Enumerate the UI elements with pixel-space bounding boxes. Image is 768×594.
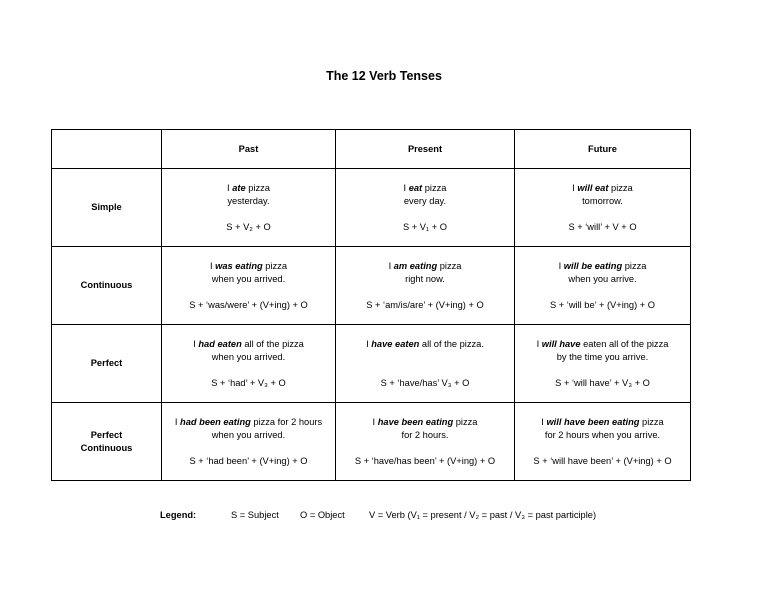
verb-phrase: am eating — [393, 260, 438, 271]
row-label-simple: Simple — [52, 169, 162, 247]
example-line-1: I will be eating pizza — [558, 260, 647, 271]
cell-continuous-future — [515, 247, 691, 325]
formula: S + ‘had’ + V₃ + O — [211, 377, 286, 388]
cell-perfect-continuous-past — [162, 403, 336, 481]
example-line-1: I eat pizza — [403, 182, 447, 193]
formula: S + ‘was/were’ + (V+ing) + O — [189, 299, 308, 310]
verb-phrase: will eat — [577, 182, 609, 193]
cell-continuous-present — [336, 247, 515, 325]
table-header-row — [52, 130, 691, 169]
verb-phrase: have eaten — [371, 338, 420, 349]
header-cell-present: Present — [336, 130, 515, 169]
example-line-1: I have been eating pizza — [372, 416, 478, 427]
example-line-1: I will eat pizza — [572, 182, 633, 193]
legend-subject: S = Subject — [231, 510, 279, 520]
example-line-1: I was eating pizza — [209, 260, 287, 271]
page-title: The 12 Verb Tenses — [326, 69, 442, 83]
formula: S + V₂ + O — [226, 221, 271, 232]
formula: S + ‘have/has been’ + (V+ing) + O — [354, 455, 496, 466]
verb-phrase: have been eating — [377, 416, 454, 427]
verb-tenses-table — [51, 129, 691, 481]
example-line-2: for 2 hours. — [401, 429, 449, 440]
example-line-1: I have eaten all of the pizza. — [366, 338, 484, 349]
cell-simple-present — [336, 169, 515, 247]
example-line-1: I will have eaten all of the pizza — [536, 338, 669, 349]
example-line-2: when you arrived. — [211, 351, 286, 362]
legend-object: O = Object — [300, 510, 345, 520]
example-line-2: by the time you arrive. — [556, 351, 649, 362]
example-line-2 — [340, 351, 510, 364]
legend-verb: V = Verb (V₁ = present / V₂ = past / V₃ = past participle) — [369, 510, 597, 520]
verb-phrase: had been eating — [180, 416, 251, 427]
table-row-perfect — [52, 325, 691, 403]
cell-simple-past — [162, 169, 336, 247]
formula: S + ‘will have’ + V₃ + O — [555, 377, 650, 388]
legend-title: Legend: — [160, 510, 197, 520]
formula: S + ‘have/has’ V₃ + O — [380, 377, 470, 388]
verb-phrase: was eating — [215, 260, 263, 271]
verb-phrase: eat — [408, 182, 423, 193]
row-label-continuous: Continuous — [52, 247, 162, 325]
cell-continuous-past — [162, 247, 336, 325]
table-row-continuous — [52, 247, 691, 325]
example-line-2: when you arrive. — [568, 273, 637, 284]
example-line-1: I am eating pizza — [388, 260, 462, 271]
formula: S + ‘had been’ + (V+ing) + O — [189, 455, 308, 466]
verb-phrase: will have been eating — [546, 416, 640, 427]
example-line-2: yesterday. — [227, 195, 270, 206]
formula: S + ‘will have been’ + (V+ing) + O — [533, 455, 672, 466]
example-line-2: tomorrow. — [582, 195, 623, 206]
verb-phrase: had eaten — [198, 338, 242, 349]
cell-perfect-continuous-future — [515, 403, 691, 481]
header-cell-empty — [52, 130, 162, 169]
verb-phrase: will be eating — [563, 260, 623, 271]
example-line-2: for 2 hours when you arrive. — [544, 429, 661, 440]
cell-perfect-continuous-present — [336, 403, 515, 481]
header-cell-future: Future — [515, 130, 691, 169]
cell-perfect-future — [515, 325, 691, 403]
table-row-perfect-continuous — [52, 403, 691, 481]
formula: S + ‘will be’ + (V+ing) + O — [549, 299, 656, 310]
cell-perfect-present — [336, 325, 515, 403]
formula: S + ‘am/is/are’ + (V+ing) + O — [366, 299, 484, 310]
table-row-simple — [52, 169, 691, 247]
example-line-1: I had eaten all of the pizza — [193, 338, 304, 349]
example-line-2: right now. — [405, 273, 445, 284]
cell-perfect-past — [162, 325, 336, 403]
header-cell-past: Past — [162, 130, 336, 169]
formula: S + V₁ + O — [403, 221, 447, 232]
row-label-perfect-continuous: Perfect Continuous — [52, 403, 162, 481]
example-line-1: I had been eating pizza for 2 hours — [174, 416, 323, 427]
example-line-2: when you arrived. — [211, 429, 286, 440]
example-line-2: when you arrived. — [211, 273, 286, 284]
cell-simple-future — [515, 169, 691, 247]
example-line-2: every day. — [403, 195, 447, 206]
formula: S + ‘will’ + V + O — [568, 221, 637, 232]
verb-phrase: ate — [232, 182, 246, 193]
example-line-1: I will have been eating pizza — [541, 416, 664, 427]
verb-phrase: will have — [541, 338, 581, 349]
row-label-perfect: Perfect — [52, 325, 162, 403]
example-line-1: I ate pizza — [227, 182, 270, 193]
